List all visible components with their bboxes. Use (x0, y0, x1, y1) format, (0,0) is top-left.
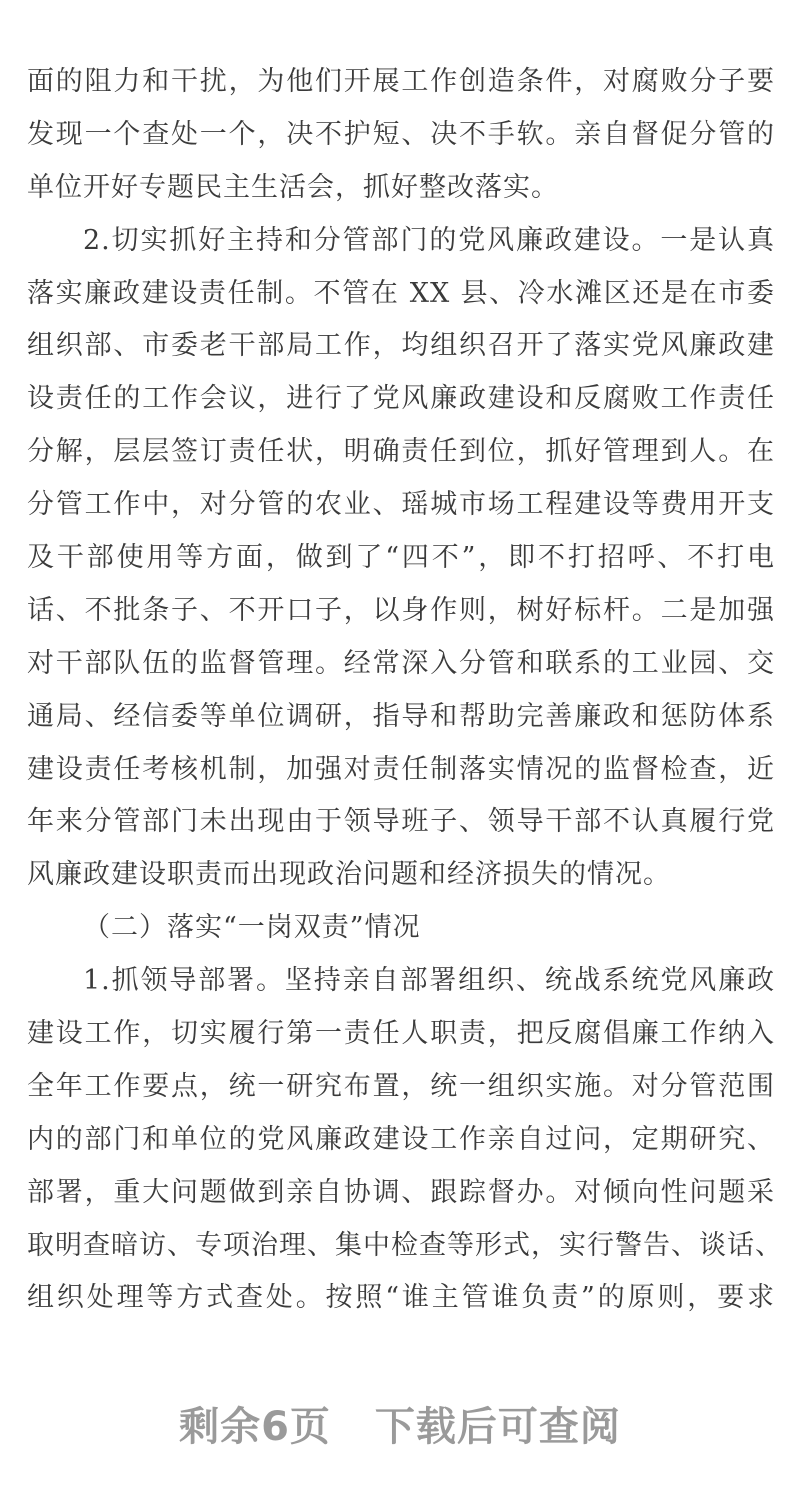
download-prompt[interactable] (0, 1395, 800, 1452)
text-line: 2.切实抓好主持和分管部门的党风廉政建设。一是认真 (83, 224, 775, 256)
text-line: 内的部门和单位的党风廉政建设工作亲自过问，定期研究、 (27, 1123, 775, 1155)
text-line: 取明查暗访、专项治理、集中检查等形式，实行警告、谈话、 (27, 1229, 783, 1261)
text-line: 全年工作要点，统一研究布置，统一组织实施。对分管范围 (27, 1070, 775, 1102)
text-line: 发现一个查处一个，决不护短、决不手软。亲自督促分管的 (27, 118, 775, 150)
text-line: 建设工作，切实履行第一责任人职责，把反腐倡廉工作纳入 (27, 1018, 775, 1050)
document-page (27, 56, 783, 1325)
text-line: 通局、经信委等单位调研，指导和帮助完善廉政和惩防体系 (27, 700, 775, 732)
text-line: 单位开好专题民主生活会，抓好整改落实。 (27, 171, 559, 203)
text-line: 话、不批条子、不开口子，以身作则，树好标杆。二是加强 (27, 594, 775, 626)
text-line: 及干部使用等方面，做到了“四不”，即不打招呼、不打电 (27, 542, 775, 574)
text-line: 建设责任考核机制，加强对责任制落实情况的监督检查，近 (27, 753, 775, 785)
section-heading: （二）落实“一岗双责”情况 (83, 912, 421, 944)
text-line: 组织部、市委老干部局工作，均组织召开了落实党风廉政建 (27, 330, 775, 362)
download-to-view-label[interactable]: 下载后可查阅 (374, 1404, 621, 1450)
text-line: 面的阻力和干扰，为他们开展工作创造条件，对腐败分子要 (27, 66, 775, 97)
text-line: 部署，重大问题做到亲自协调、跟踪督办。对倾向性问题采 (27, 1176, 775, 1208)
text-line: 分解，层层签订责任状，明确责任到位，抓好管理到人。在 (27, 436, 775, 468)
text-line: 设责任的工作会议，进行了党风廉政建设和反腐败工作责任 (27, 383, 775, 415)
text-line: 1.抓领导部署。坚持亲自部署组织、统战系统党风廉政 (83, 965, 775, 997)
text-line: 分管工作中，对分管的农业、瑶城市场工程建设等费用开支 (27, 489, 775, 521)
text-line: 落实廉政建设责任制。不管在 XX 县、冷水滩区还是在市委 (27, 277, 775, 309)
text-line: 风廉政建设职责而出现政治问题和经济损失的情况。 (27, 859, 671, 891)
text-line: 年来分管部门未出现由于领导班子、领导干部不认真履行党 (27, 806, 775, 838)
text-line: 对干部队伍的监督管理。经常深入分管和联系的工业园、交 (27, 647, 775, 679)
text-line: 组织处理等方式查处。按照“谁主管谁负责”的原则，要求 (27, 1282, 775, 1314)
remaining-pages-label: 剩余6页 (179, 1404, 331, 1450)
